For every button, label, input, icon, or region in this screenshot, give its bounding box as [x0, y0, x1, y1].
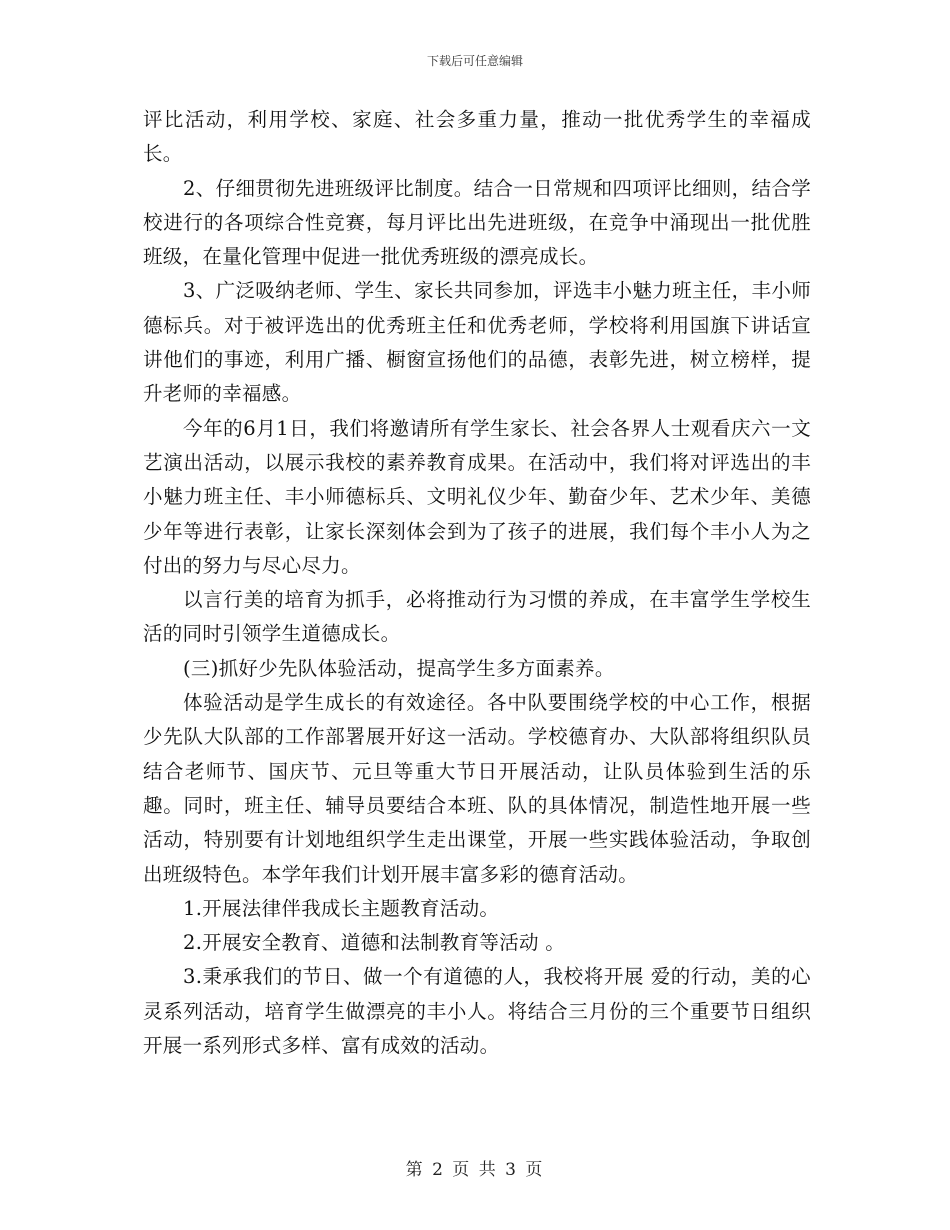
list-item: 3.秉承我们的节日、做一个有道德的人，我校将开展 爱的行动，美的心灵系列活动，培育学生做漂亮的丰小人。将结合三月份的三个重要节日组织开展一系列形式多样、富有成效的活动。	[143, 965, 811, 1058]
paragraph: 以言行美的培育为抓手，必将推动行为习惯的养成，在丰富学生学校生活的同时引领学生道德成长。	[143, 588, 811, 646]
paragraph: 3、广泛吸纳老师、学生、家长共同参加，评选丰小魅力班主任，丰小师德标兵。对于被评选出的优秀班主任和优秀老师，学校将利用国旗下讲话宣讲他们的事迹，利用广播、橱窗宣扬他们的品德，表彰先进，树立榜样，提升老师的幸福感。	[143, 279, 811, 406]
list-item: 1.开展法律伴我成长主题教育活动。	[183, 896, 500, 920]
paragraph: 今年的6月1日，我们将邀请所有学生家长、社会各界人士观看庆六一文艺演出活动，以展示我校的素养教育成果。在活动中，我们将对评选出的丰小魅力班主任、丰小师德标兵、文明礼仪少年、勤奋少年、艺术少年、美德少年等进行表彰，让家长深刻体会到为了孩子的进展，我们每个丰小人为之付出的努力与尽心尽力。	[143, 416, 811, 577]
section-heading: (三)抓好少先队体验活动，提高学生多方面素养。	[183, 656, 615, 680]
page-header: 下载后可任意编辑	[426, 54, 523, 68]
document-body	[143, 103, 811, 1063]
paragraph: 评比活动，利用学校、家庭、社会多重力量，推动一批优秀学生的幸福成长。	[143, 108, 811, 166]
list-item: 2.开展安全教育、道德和法制教育等活动 。	[183, 931, 566, 955]
paragraph: 体验活动是学生成长的有效途径。各中队要围绕学校的中心工作，根据少先队大队部的工作部署展开好这一活动。学校德育办、大队部将组织队员结合老师节、国庆节、元旦等重大节日开展活动，让队员体验到生活的乐趣。同时，班主任、辅导员要结合本班、队的具体情况，制造性地开展一些活动，特别要有计划地组织学生走出课堂，开展一些实践体验活动，争取创出班级特色。本学年我们计划开展丰富多彩的德育活动。	[143, 691, 811, 886]
page-number: 第 2 页 共 3 页	[405, 1160, 545, 1180]
paragraph: 2、仔细贯彻先进班级评比制度。结合一日常规和四项评比细则，结合学校进行的各项综合性竞赛，每月评比出先进班级，在竞争中涌现出一批优胜班级，在量化管理中促进一批优秀班级的漂亮成长。	[143, 176, 811, 269]
